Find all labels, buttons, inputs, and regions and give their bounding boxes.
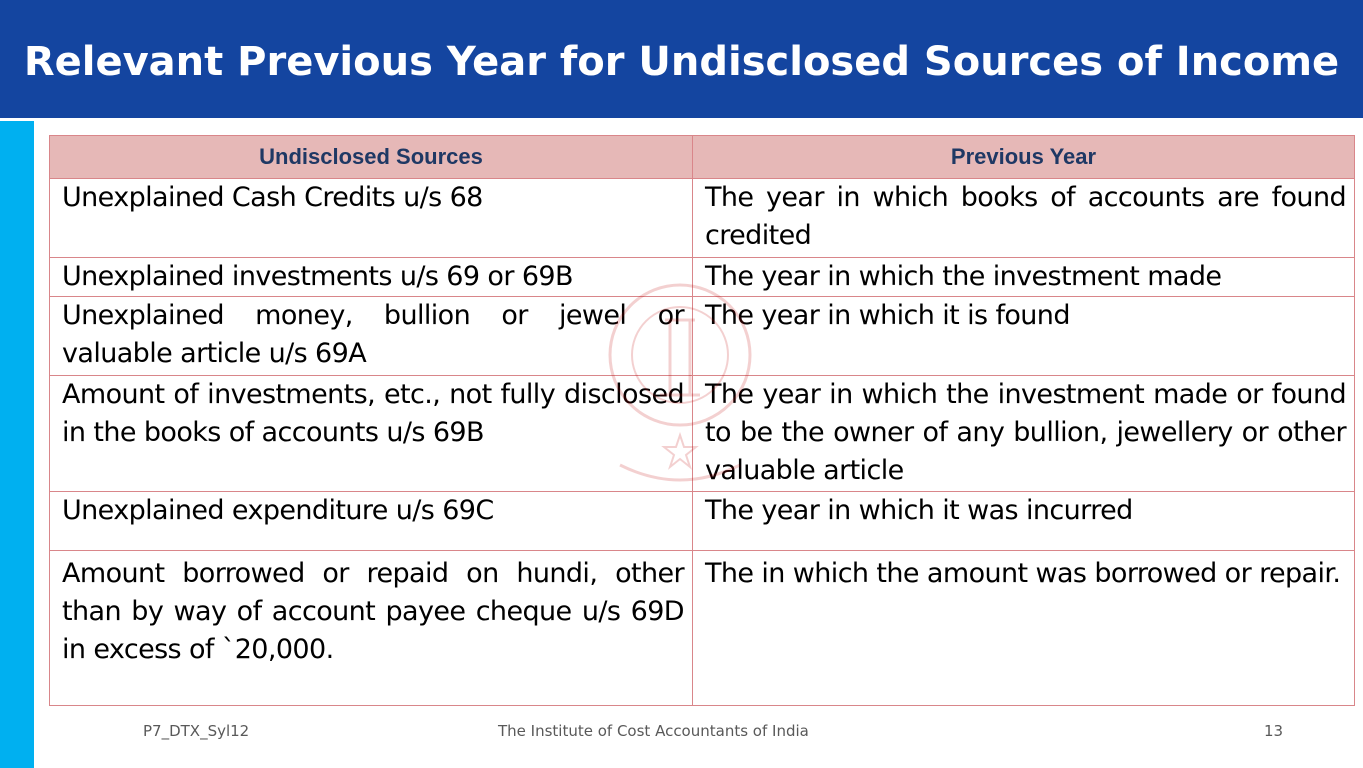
source-cell: Unexplained investments u/s 69 or 69B [50, 258, 693, 297]
title-bar [0, 0, 1363, 118]
side-accent-strip [0, 121, 34, 768]
source-cell: Unexplained money, bullion or jewel or valuable article u/s 69A [50, 297, 693, 376]
header-undisclosed-sources: Undisclosed Sources [50, 136, 693, 179]
table-row [50, 297, 1355, 376]
slide-title: Relevant Previous Year for Undisclosed Sources of Income [23, 39, 1340, 85]
table-row [50, 492, 1355, 551]
table-row [50, 376, 1355, 492]
previous-year-cell: The year in which books of accounts are found credited [693, 179, 1355, 258]
previous-year-cell: The in which the amount was borrowed or repair. [693, 551, 1355, 706]
footer-course-code: P7_DTX_Syl12 [143, 722, 250, 740]
source-cell: Unexplained Cash Credits u/s 68 [50, 179, 693, 258]
table-row [50, 179, 1355, 258]
income-table [49, 135, 1355, 706]
source-cell: Unexplained expenditure u/s 69C [50, 492, 693, 551]
footer-institute-name: The Institute of Cost Accountants of India [498, 722, 809, 740]
income-table-container [49, 135, 1354, 706]
source-cell: Amount of investments, etc., not fully disclosed in the books of accounts u/s 69B [50, 376, 693, 492]
table-header-row [50, 136, 1355, 179]
previous-year-cell: The year in which it was incurred [693, 492, 1355, 551]
table-row [50, 258, 1355, 297]
previous-year-cell: The year in which the investment made or found to be the owner of any bullion, jewellery or other valuable article [693, 376, 1355, 492]
table-row [50, 551, 1355, 706]
previous-year-cell: The year in which the investment made [693, 258, 1355, 297]
header-previous-year: Previous Year [693, 136, 1355, 179]
source-cell: Amount borrowed or repaid on hundi, other than by way of account payee cheque u/s 69D in excess of `20,000. [50, 551, 693, 706]
footer-page-number: 13 [1264, 722, 1284, 740]
previous-year-cell: The year in which it is found [693, 297, 1355, 376]
